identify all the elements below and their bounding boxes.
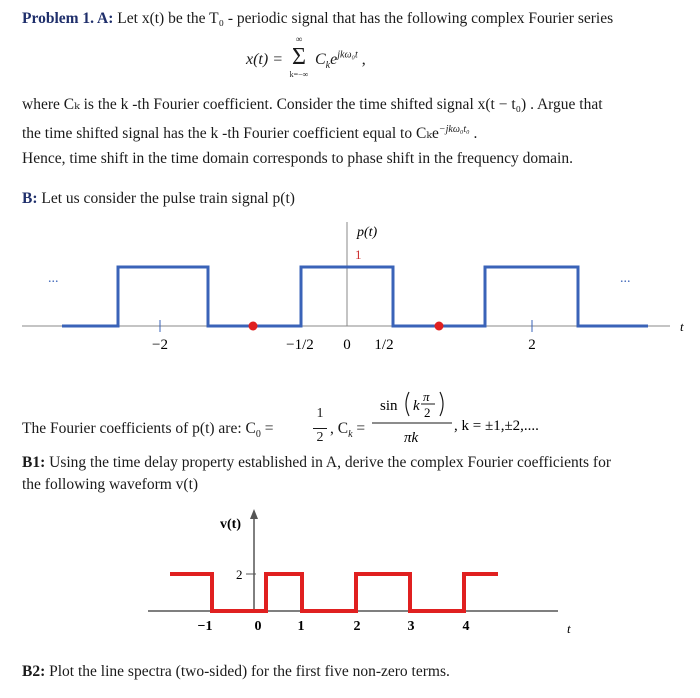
series-exp-base: e [330, 51, 338, 68]
k-range: , k = ±1,±2,.... [454, 418, 539, 434]
problem-b2-label: B2: [22, 663, 46, 680]
v-tick-label-minus-1: −1 [197, 619, 213, 634]
sin-k: k [413, 398, 420, 414]
p-ellipsis-left: ... [48, 271, 59, 286]
v-tick-label-1: 1 [297, 619, 305, 634]
problem-b-label: B: [22, 190, 38, 207]
p-tick-label-minus-half: −1/2 [286, 337, 314, 353]
v-tick-label-4: 4 [462, 619, 470, 634]
v-ylabel: v(t) [220, 517, 241, 532]
phase-exponent: −jkω₀t₀ [438, 124, 470, 135]
p-amplitude-label: 1 [355, 247, 362, 262]
v-t-label: t [567, 621, 571, 636]
ck-label: , C [330, 420, 349, 437]
coeff-intro: The Fourier coefficients of p(t) are: C [22, 420, 256, 437]
p-t-label: t [680, 319, 684, 334]
sinc-denominator: πk [404, 430, 419, 446]
half-denominator: 2 [316, 430, 324, 445]
problem-1a-line-4: Hence, time shift in the time domain corresponds to phase shift in the frequency domain. [22, 150, 573, 167]
problem-1a-text-3-end: . [469, 125, 478, 143]
v-tick-label-0: 0 [254, 619, 262, 634]
waveform-v [170, 574, 498, 611]
p-tick-label-0: 0 [343, 337, 351, 353]
p-ellipsis-right: ... [620, 271, 631, 286]
problem-b2-line [22, 663, 450, 681]
v-tick-label-2: 2 [353, 619, 361, 634]
c0-eq: = [260, 420, 274, 437]
problem-1a-text-1: Let x(t) be the T₀ - periodic signal that has the following complex Fourier series [117, 10, 614, 27]
ck-eq: = [352, 420, 366, 437]
sin-pi: π [423, 389, 430, 404]
v-tick-label-3: 3 [407, 619, 415, 634]
p-tick-label-half: 1/2 [374, 337, 394, 353]
problem-b1-label: B1: [22, 454, 46, 471]
v-amplitude-label: 2 [236, 567, 243, 582]
half-numerator: 1 [316, 406, 324, 421]
series-lhs: x(t) = [246, 51, 287, 68]
sin-two: 2 [424, 405, 431, 420]
sum-symbol: Σ [292, 44, 306, 70]
sum-lower-limit: k=−∞ [289, 70, 309, 79]
series-term-sub: k [325, 60, 331, 72]
problem-1a-text-3: the time shifted signal has the k -th Fourier coefficient equal to Cₖe [22, 125, 439, 143]
problem-b1-line-2: the following waveform v(t) [22, 476, 199, 493]
problem-b-text: Let us consider the pulse train signal p(t) [41, 190, 295, 207]
ck-sub: k [348, 429, 353, 441]
p-tick-label-2: 2 [528, 337, 536, 353]
p-ylabel: p(t) [357, 225, 378, 240]
series-end: , [357, 51, 366, 68]
series-term: C [315, 51, 326, 68]
p-tick-label-minus-2: −2 [152, 337, 168, 353]
sin-word: sin [380, 398, 398, 414]
sum-upper-limit: ∞ [295, 34, 303, 44]
c0-sub: 0 [255, 429, 261, 441]
problem-1a-line-2: where Cₖ is the k -th Fourier coefficient. Consider the time shifted signal x(t − t₀) . Argue that [22, 96, 603, 113]
series-exponent: jkω₀t [337, 49, 358, 61]
problem-b1-text-1: Using the time delay property established in A, derive the complex Fourier coefficients for [49, 454, 611, 471]
problem-b2-text: Plot the line spectra (two-sided) for the first five non-zero terms. [49, 663, 450, 680]
v-axis-arrow [250, 509, 258, 519]
problem-1a-label: Problem 1. A: [22, 10, 114, 27]
